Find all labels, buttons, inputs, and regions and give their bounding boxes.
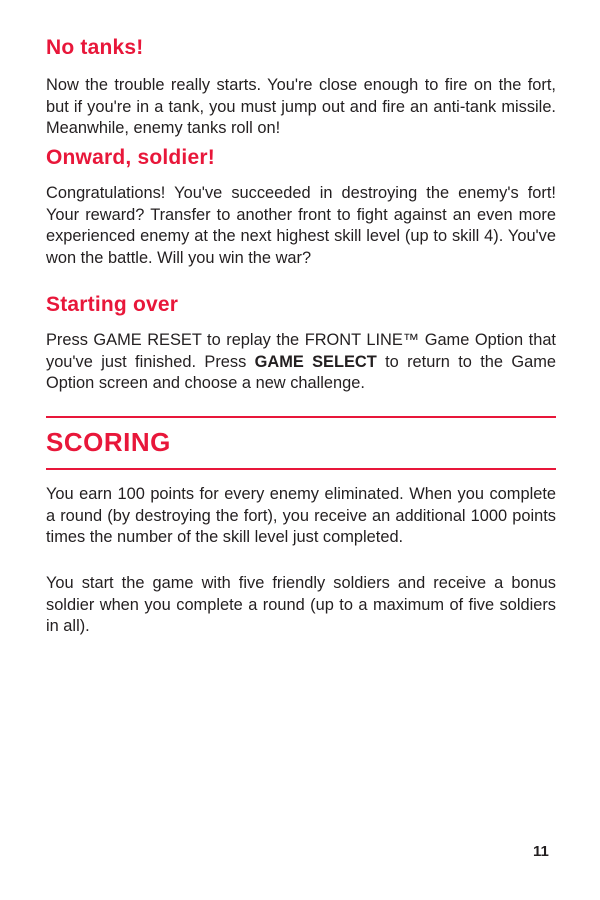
section-rule-top — [46, 416, 556, 418]
heading-no-tanks: No tanks! — [46, 36, 144, 59]
manual-page — [46, 0, 556, 900]
heading-scoring: SCORING — [46, 427, 171, 457]
starting-over-text-part2: to return to the Game Option screen and choose a new challenge. — [46, 352, 556, 392]
paragraph-starting-over — [46, 330, 556, 395]
paragraph-onward-soldier: Congratulations! You've succeeded in destroying the enemy's fort! Your reward? Transfer to another front to fight against an even more experienced enemy at the next highest skill level (up to skill 4). You've won the battle. Will you win the war? — [46, 184, 556, 267]
paragraph-scoring-1: You earn 100 points for every enemy eliminated. When you complete a round (by destroying the fort), you receive an additional 1000 points times the number of the skill level just completed. — [46, 485, 556, 546]
starting-over-text-part1: Press GAME RESET to replay the FRONT LINE™ Game Option that you've just finished. Press — [46, 331, 556, 371]
heading-starting-over: Starting over — [46, 293, 179, 316]
heading-onward-soldier: Onward, soldier! — [46, 146, 215, 169]
paragraph-no-tanks: Now the trouble really starts. You're close enough to fire on the fort, but if you're in a tank, you must jump out and fire an anti-tank missile. Meanwhile, enemy tanks roll on! — [46, 76, 556, 137]
section-rule-bottom — [46, 468, 556, 470]
game-select-bold: GAME SELECT — [254, 352, 377, 371]
page-number: 11 — [533, 843, 549, 860]
paragraph-scoring-2: You start the game with five friendly soldiers and receive a bonus soldier when you complete a round (up to a maximum of five soldiers in all). — [46, 574, 556, 635]
